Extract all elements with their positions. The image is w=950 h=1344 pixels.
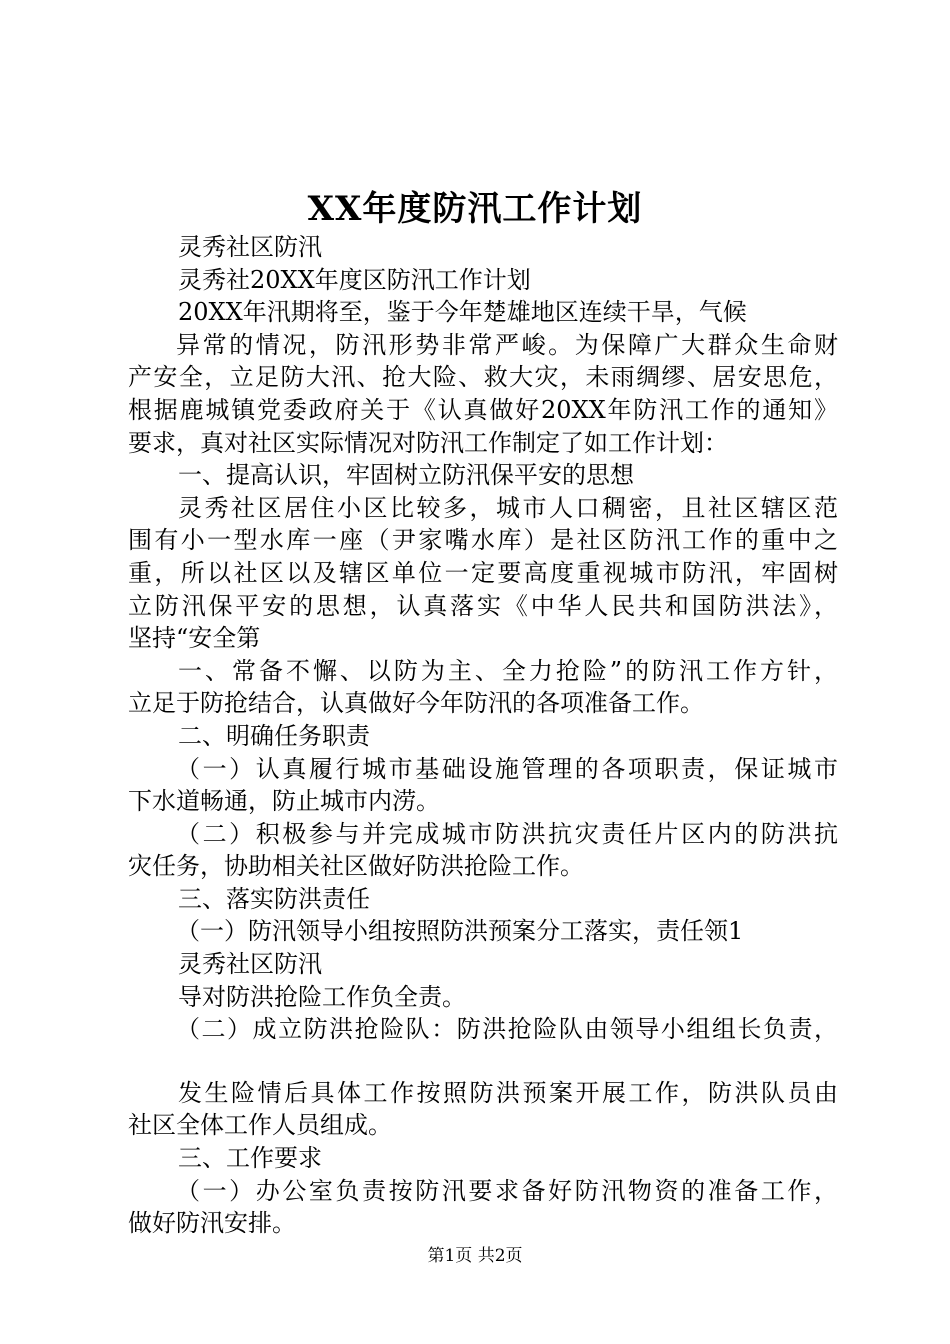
blank-gap	[128, 1046, 838, 1077]
body-line: 要求，真对社区实际情况对防汛工作制定了如工作计划：	[128, 428, 728, 457]
body-line: 立防汛保平安的思想，认真落实《中华人民共和国防洪法》，	[128, 591, 838, 620]
body-line: 异常的情况，防汛形势非常严峻。为保障广大群众生命财	[176, 330, 838, 359]
body-line: 产安全，立足防大汛、抢大险、救大灾，未雨绸缪、居安思危，	[128, 363, 838, 392]
body-line: （一）办公室负责按防汛要求备好防汛物资的准备工作，	[176, 1176, 838, 1205]
body-line: 立足于防抢结合，认真做好今年防汛的各项准备工作。	[128, 689, 704, 718]
body-line: 20XX年汛期将至，鉴于今年楚雄地区连续干旱，气候	[178, 298, 747, 327]
body-line: （二）成立防洪抢险队：防洪抢险队由领导小组组长负责，	[176, 1015, 838, 1044]
body-line: 社区全体工作人员组成。	[128, 1111, 392, 1140]
body-line: 灵秀社20XX年度区防汛工作计划	[178, 265, 531, 294]
body-line: （一）认真履行城市基础设施管理的各项职责，保证城市	[176, 754, 838, 783]
body-line: 根据鹿城镇党委政府关于《认真做好20XX年防汛工作的通知》	[128, 395, 838, 424]
body-line: 灵秀社区居住小区比较多，城市人口稠密，且社区辖区范	[178, 493, 838, 522]
section-heading: 三、落实防洪责任	[178, 884, 370, 913]
body-line: 围有小一型水库一座（尹家嘴水库）是社区防汛工作的重中之	[128, 526, 838, 555]
section-heading: 三、工作要求	[178, 1144, 322, 1173]
page-footer: 第1页 共2页	[427, 1246, 523, 1266]
section-heading: 二、明确任务职责	[178, 721, 370, 750]
body-line: 做好防汛安排。	[128, 1209, 296, 1238]
body-line: 重，所以社区以及辖区单位一定要高度重视城市防汛，牢固树	[128, 558, 838, 587]
body-line: 灵秀社区防汛	[178, 233, 322, 261]
body-line: 坚持“安全第	[128, 624, 261, 653]
body-line: 灾任务，协助相关社区做好防洪抢险工作。	[128, 852, 584, 881]
body-line: 灵秀社区防汛	[178, 950, 322, 979]
body-line: 一、常备不懈、以防为主、全力抢险”的防汛工作方针，	[178, 656, 838, 685]
document-title: XX年度防汛工作计划	[307, 189, 643, 229]
body-line: 发生险情后具体工作按照防洪预案开展工作，防洪队员由	[178, 1078, 838, 1107]
body-line: 导对防洪抢险工作负全责。	[178, 982, 466, 1011]
body-line: （二）积极参与并完成城市防洪抗灾责任片区内的防洪抗	[176, 819, 838, 848]
body-line: （一）防汛领导小组按照防洪预案分工落实，责任领1	[176, 917, 744, 946]
body-line: 下水道畅通，防止城市内涝。	[128, 787, 440, 816]
section-heading: 一、提高认识，牢固树立防汛保平安的思想	[178, 461, 634, 490]
document-body	[128, 231, 838, 1240]
